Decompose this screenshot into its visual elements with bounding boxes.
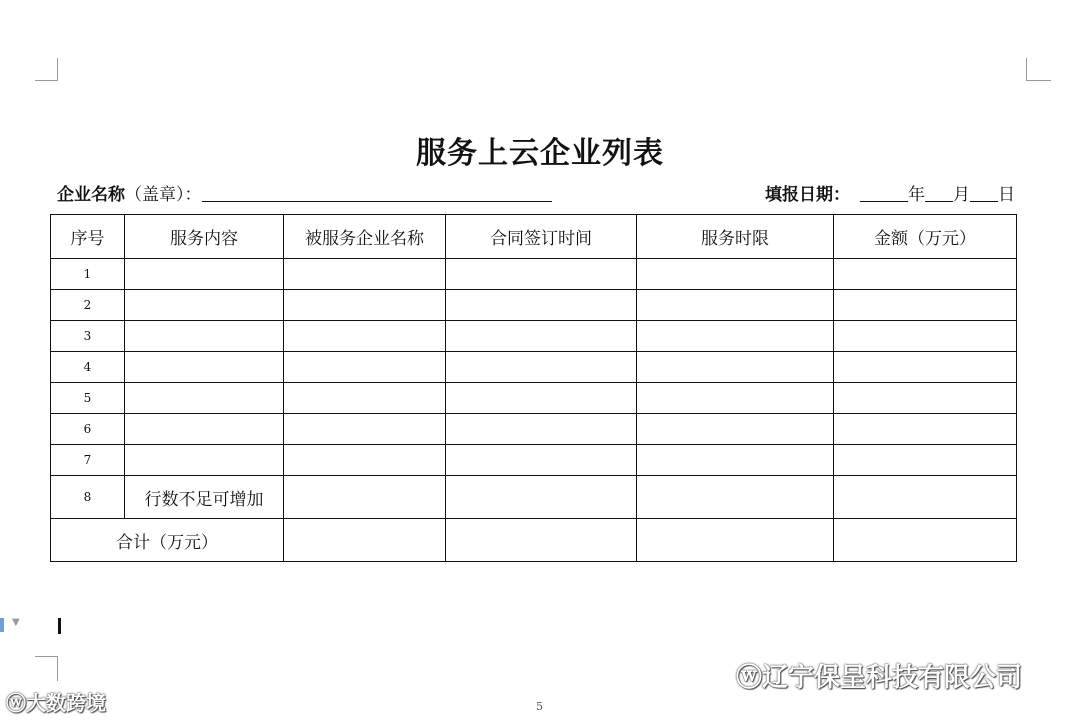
header-serial: 序号 xyxy=(51,215,125,259)
cell-service-period[interactable] xyxy=(637,445,834,476)
row-number: 7 xyxy=(51,445,125,476)
cell-contract-date[interactable] xyxy=(446,259,637,290)
table-row xyxy=(51,259,1017,290)
seal-label: （盖章）： xyxy=(125,185,202,205)
page-corner-top-right xyxy=(1026,58,1051,81)
watermark-left-text: 大数跨境 xyxy=(26,691,106,715)
cell-service-period[interactable] xyxy=(637,476,834,519)
page-number: 5 xyxy=(536,700,543,713)
cell-service-content[interactable] xyxy=(125,445,284,476)
cell-amount[interactable] xyxy=(834,352,1017,383)
day-label: 日 xyxy=(998,185,1015,205)
total-label: 合计（万元） xyxy=(51,519,284,562)
cell-service-period[interactable] xyxy=(637,352,834,383)
dropdown-arrow-icon[interactable]: ▼ xyxy=(12,617,20,628)
total-row xyxy=(51,519,1017,562)
table-row xyxy=(51,445,1017,476)
cell-contract-date[interactable] xyxy=(446,352,637,383)
document-title: 服务上云企业列表 xyxy=(416,136,664,171)
table-row xyxy=(51,476,1017,519)
cell-contract-date[interactable] xyxy=(446,414,637,445)
margin-marker xyxy=(0,618,4,632)
total-served-company[interactable] xyxy=(284,519,446,562)
year-label: 年 xyxy=(908,185,925,205)
page-corner-top-left xyxy=(35,58,58,81)
watermark-left xyxy=(6,687,106,716)
cell-amount[interactable] xyxy=(834,321,1017,352)
month-label: 月 xyxy=(953,185,970,205)
cell-amount[interactable] xyxy=(834,445,1017,476)
row-number: 1 xyxy=(51,259,125,290)
table-row xyxy=(51,321,1017,352)
cell-service-content[interactable] xyxy=(125,290,284,321)
total-service-period[interactable] xyxy=(637,519,834,562)
cell-service-content[interactable] xyxy=(125,259,284,290)
row-number: 6 xyxy=(51,414,125,445)
cell-service-content[interactable] xyxy=(125,321,284,352)
year-blank[interactable] xyxy=(860,183,908,202)
fill-date-label: 填报日期： xyxy=(765,185,850,205)
cell-contract-date[interactable] xyxy=(446,290,637,321)
cell-served-company[interactable] xyxy=(284,383,446,414)
cell-amount[interactable] xyxy=(834,476,1017,519)
header-amount: 金额（万元） xyxy=(834,215,1017,259)
table-row xyxy=(51,290,1017,321)
cell-service-period[interactable] xyxy=(637,290,834,321)
cell-contract-date[interactable] xyxy=(446,476,637,519)
header-served-company: 被服务企业名称 xyxy=(284,215,446,259)
cell-served-company[interactable] xyxy=(284,259,446,290)
cell-served-company[interactable] xyxy=(284,414,446,445)
cell-service-period[interactable] xyxy=(637,383,834,414)
cell-service-period[interactable] xyxy=(637,259,834,290)
company-name-label: 企业名称 xyxy=(57,185,125,205)
company-name-blank[interactable] xyxy=(202,183,552,202)
cell-contract-date[interactable] xyxy=(446,383,637,414)
weibo-logo-icon: ⓦ xyxy=(6,691,26,715)
row-number: 4 xyxy=(51,352,125,383)
cell-service-period[interactable] xyxy=(637,321,834,352)
month-blank[interactable] xyxy=(925,183,953,202)
cell-amount[interactable] xyxy=(834,259,1017,290)
cell-service-content[interactable]: 行数不足可增加 xyxy=(125,476,284,519)
text-cursor xyxy=(58,618,61,634)
cell-service-content[interactable] xyxy=(125,383,284,414)
total-amount[interactable] xyxy=(834,519,1017,562)
cell-service-period[interactable] xyxy=(637,414,834,445)
total-contract-date[interactable] xyxy=(446,519,637,562)
page-corner-bottom-left xyxy=(35,656,58,681)
watermark-right xyxy=(736,657,1022,694)
cell-served-company[interactable] xyxy=(284,445,446,476)
header-service-period: 服务时限 xyxy=(637,215,834,259)
cell-service-content[interactable] xyxy=(125,414,284,445)
table-row xyxy=(51,414,1017,445)
cell-served-company[interactable] xyxy=(284,321,446,352)
company-name-line xyxy=(57,180,552,205)
table-row xyxy=(51,352,1017,383)
row-number: 2 xyxy=(51,290,125,321)
row-number: 3 xyxy=(51,321,125,352)
header-service-content: 服务内容 xyxy=(125,215,284,259)
cell-contract-date[interactable] xyxy=(446,445,637,476)
row-number: 8 xyxy=(51,476,125,519)
enterprise-table xyxy=(50,214,1017,562)
fill-date-line xyxy=(765,180,1015,205)
cell-amount[interactable] xyxy=(834,383,1017,414)
cell-served-company[interactable] xyxy=(284,352,446,383)
cell-amount[interactable] xyxy=(834,414,1017,445)
table-header-row xyxy=(51,215,1017,259)
wechat-logo-icon: ⓦ xyxy=(736,663,763,693)
watermark-right-text: 辽宁保呈科技有限公司 xyxy=(762,663,1023,693)
cell-amount[interactable] xyxy=(834,290,1017,321)
day-blank[interactable] xyxy=(970,183,998,202)
cell-served-company[interactable] xyxy=(284,290,446,321)
table-row xyxy=(51,383,1017,414)
cell-contract-date[interactable] xyxy=(446,321,637,352)
cell-service-content[interactable] xyxy=(125,352,284,383)
row-number: 5 xyxy=(51,383,125,414)
header-contract-date: 合同签订时间 xyxy=(446,215,637,259)
cell-served-company[interactable] xyxy=(284,476,446,519)
